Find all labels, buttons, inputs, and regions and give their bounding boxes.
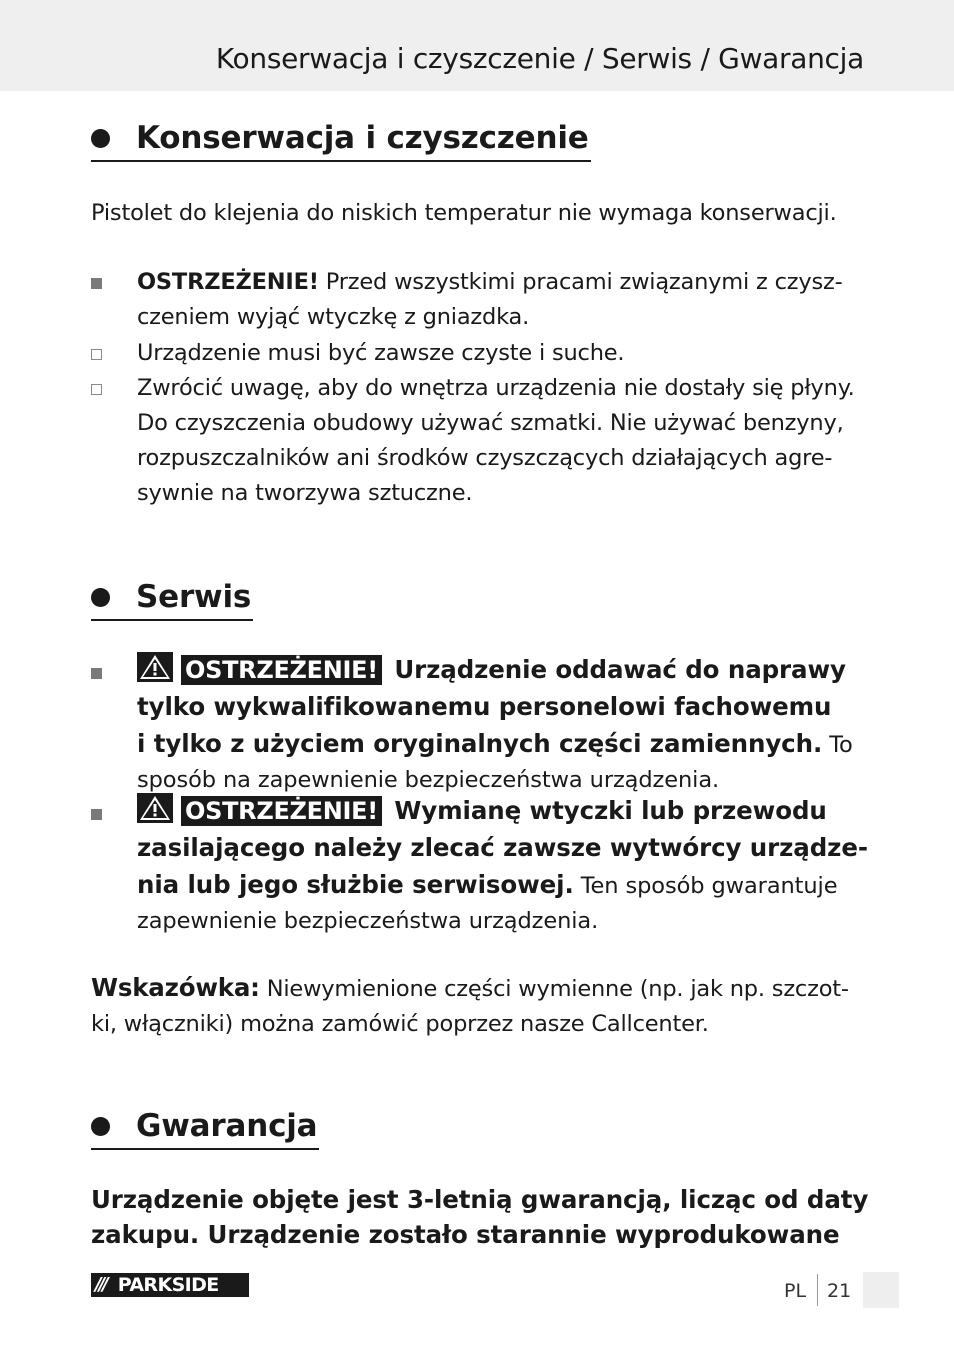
page-number: 21 <box>827 1280 852 1302</box>
square-bullet-icon <box>91 809 102 820</box>
square-bullet-icon <box>91 668 102 679</box>
warning-triangle-icon <box>137 652 173 682</box>
list-item: OSTRZEŻENIE! Urządzenie oddawać do naprawy tylko wykwalifikowanemu personelowi fachowemu i tylko z użyciem oryginalnych części zamiennych. To sposób na zapewnienie bezpieczeństwa urządzenia. <box>91 652 871 798</box>
footer-language: PL <box>784 1280 807 1302</box>
footer-tab-marker <box>863 1272 899 1308</box>
bullet-dot-icon <box>91 588 110 607</box>
maintenance-intro: Pistolet do klejenia do niskich temperatur nie wymaga konserwacji. <box>91 200 837 226</box>
list-item: OSTRZEŻENIE! Przed wszystkimi pracami związanymi z czysz- czeniem wyjąć wtyczkę z gniazdka. <box>91 265 871 335</box>
warning-triangle-icon <box>137 793 173 823</box>
section-heading-maintenance: Konserwacja i czyszczenie <box>91 116 591 162</box>
checkbox-bullet-icon <box>91 349 102 360</box>
list-item: Zwrócić uwagę, aby do wnętrza urządzenia nie dostały się płyny. Do czyszczenia obudowy używać szmatki. Nie używać benzyny, rozpuszczalników ani środków czyszczących działających agre- sywnie na tworzywa sztuczne. <box>91 371 871 511</box>
bullet-dot-icon <box>91 1117 110 1136</box>
footer-divider <box>817 1274 818 1306</box>
bullet-dot-icon <box>91 129 110 148</box>
list-item: OSTRZEŻENIE! Wymianę wtyczki lub przewodu zasilającego należy zlecać zawsze wytwórcy urządze- nia lub jego służbie serwisowej. Ten sposób gwarantuje zapewnienie bezpieczeństwa urządzenia. <box>91 793 871 939</box>
section-heading-warranty: Gwarancja <box>91 1104 319 1150</box>
logo-slashes-icon: /// <box>95 1274 106 1295</box>
list-item: Urządzenie musi być zawsze czyste i suche. <box>91 336 871 371</box>
warning-label: OSTRZEŻENIE! <box>181 796 382 826</box>
warning-label: OSTRZEŻENIE! <box>181 655 382 685</box>
square-bullet-icon <box>91 278 102 289</box>
warranty-text: Urządzenie objęte jest 3-letnią gwarancją, licząc od daty zakupu. Urządzenie zostało starannie wyprodukowane <box>91 1185 869 1249</box>
checkbox-bullet-icon <box>91 384 102 395</box>
service-note: Wskazówka: Niewymienione części wymienne (np. jak np. szczot- ki, włączniki) można zamówić poprzez nasze Callcenter. <box>91 973 849 1037</box>
page-header <box>0 0 954 91</box>
header-title: Konserwacja i czyszczenie / Serwis / Gwarancja <box>215 42 864 75</box>
section-heading-service: Serwis <box>91 575 253 621</box>
parkside-logo: /// PARKSIDE <box>91 1273 249 1297</box>
